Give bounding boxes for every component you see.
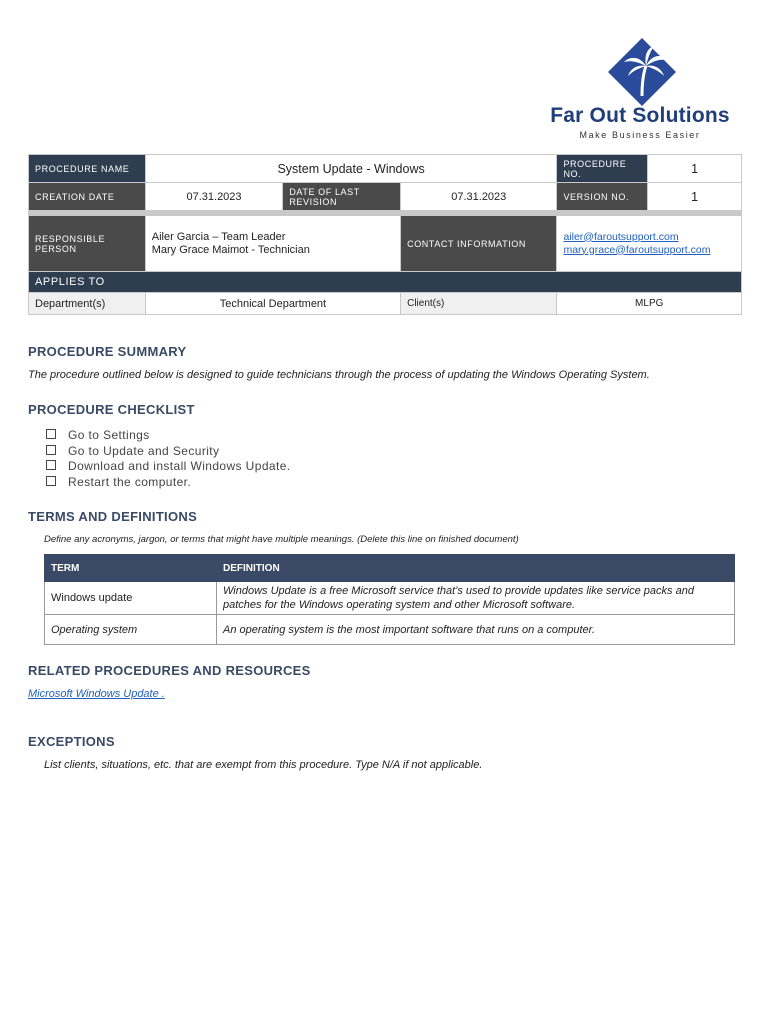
procedure-no-label: PROCEDURE NO. <box>557 155 648 183</box>
term-cell: Operating system <box>45 615 217 645</box>
version-label: VERSION NO. <box>557 183 648 211</box>
responsible-person-2: Mary Grace Maimot - Technician <box>151 243 310 256</box>
procedure-name-label: PROCEDURE NAME <box>29 155 146 183</box>
term-cell: Windows update <box>45 582 217 615</box>
terms-table <box>44 554 735 645</box>
brand-name: Far Out Solutions <box>550 104 730 127</box>
version-value: 1 <box>648 183 742 211</box>
applies-to-label: APPLIES TO <box>29 272 742 293</box>
definition-cell: An operating system is the most important software that runs on a computer. <box>217 615 735 645</box>
microsoft-windows-update-link[interactable]: Microsoft Windows Update . <box>28 688 165 700</box>
checkbox-icon[interactable] <box>46 445 56 455</box>
term-column-header: TERM <box>45 555 217 582</box>
creation-date-label: CREATION DATE <box>29 183 146 211</box>
contact-email-2[interactable]: mary.grace@faroutsupport.com <box>563 243 711 256</box>
checklist-item[interactable]: Go to Update and Security <box>46 444 291 460</box>
procedure-info-table <box>28 154 742 315</box>
procedure-checklist <box>46 428 291 490</box>
procedure-checklist-heading: PROCEDURE CHECKLIST <box>28 402 195 417</box>
client-label: Client(s) <box>401 293 557 315</box>
brand-tagline: Make Business Easier <box>579 130 701 140</box>
creation-date-value: 07.31.2023 <box>145 183 283 211</box>
last-revision-label: DATE OF LAST REVISION <box>283 183 401 211</box>
procedure-summary-text: The procedure outlined below is designed to guide technicians through the process of updating the Windows Operating System. <box>28 369 650 381</box>
client-value: MLPG <box>557 293 742 315</box>
checklist-item[interactable]: Download and install Windows Update. <box>46 459 291 475</box>
checkbox-icon[interactable] <box>46 460 56 470</box>
checklist-item[interactable]: Restart the computer. <box>46 475 291 491</box>
procedure-name-value: System Update - Windows <box>145 155 557 183</box>
checklist-item[interactable]: Go to Settings <box>46 428 291 444</box>
contact-email-1[interactable]: ailer@faroutsupport.com <box>563 230 679 243</box>
terms-heading: TERMS AND DEFINITIONS <box>28 509 198 524</box>
department-value: Technical Department <box>145 293 400 315</box>
company-logo <box>540 36 740 146</box>
department-label: Department(s) <box>29 293 146 315</box>
terms-note: Define any acronyms, jargon, or terms that might have multiple meanings. (Delete this line on finished document) <box>44 534 519 545</box>
last-revision-value: 07.31.2023 <box>401 183 557 211</box>
checkbox-icon[interactable] <box>46 429 56 439</box>
responsible-person-1: Ailer Garcia – Team Leader <box>151 230 286 243</box>
responsible-label: RESPONSIBLE PERSON <box>29 216 146 272</box>
checkbox-icon[interactable] <box>46 476 56 486</box>
procedure-no-value: 1 <box>648 155 742 183</box>
procedure-summary-heading: PROCEDURE SUMMARY <box>28 344 187 359</box>
definition-cell: Windows Update is a free Microsoft service that's used to provide updates like service packs and patches for the Windows operating system and other Microsoft software. <box>217 582 735 615</box>
related-heading: RELATED PROCEDURES AND RESOURCES <box>28 663 311 678</box>
exceptions-heading: EXCEPTIONS <box>28 734 115 749</box>
palm-diamond-icon <box>606 36 678 108</box>
definition-column-header: DEFINITION <box>217 555 735 582</box>
contact-label: CONTACT INFORMATION <box>401 216 557 272</box>
exceptions-text: List clients, situations, etc. that are exempt from this procedure. Type N/A if not applicable. <box>44 759 483 771</box>
